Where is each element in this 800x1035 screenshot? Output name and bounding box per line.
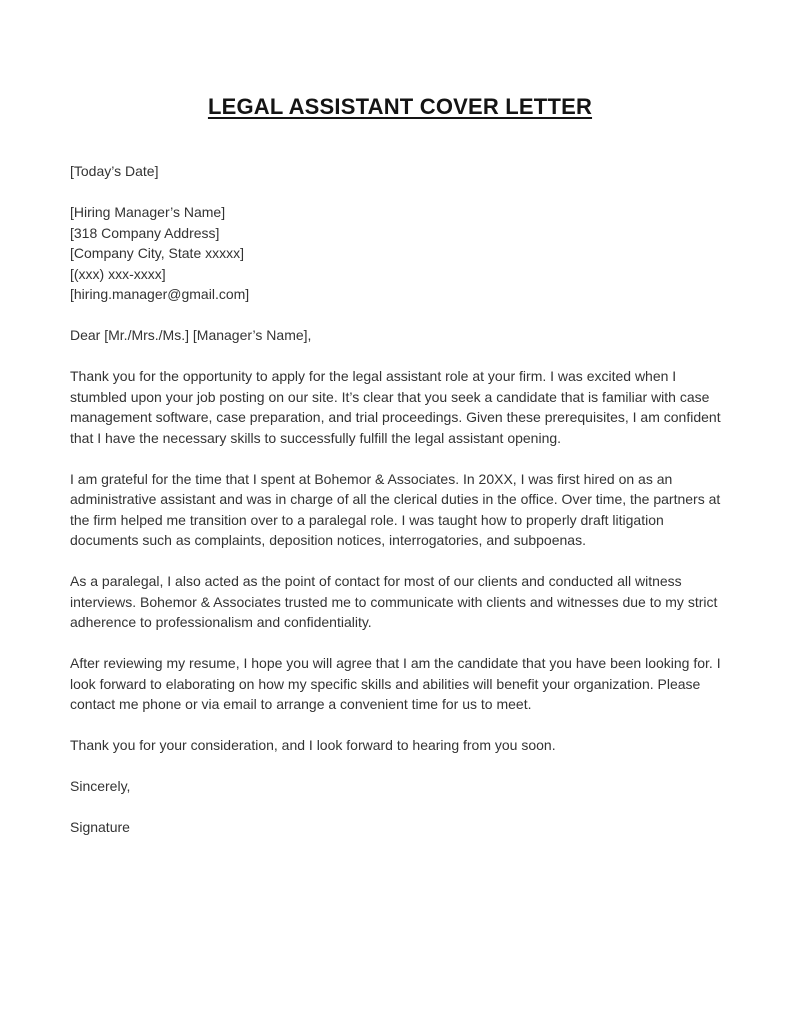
body-paragraph-5: Thank you for your consideration, and I look forward to hearing from you soon.	[70, 737, 556, 753]
recipient-phone-line: [(xxx) xxx-xxxx]	[70, 265, 166, 282]
salutation-line: Dear [Mr./Mrs./Ms.] [Manager’s Name],	[70, 327, 312, 343]
document-title: LEGAL ASSISTANT COVER LETTER	[207, 94, 593, 119]
date-line: [Today’s Date]	[70, 163, 159, 179]
recipient-block	[70, 202, 730, 305]
body-paragraph-4: After reviewing my resume, I hope you will agree that I am the candidate that you have been looking for. I look forward to elaborating on how my specific skills and abilities will benefit your organization. Please contact me phone or via email to arrange a convenient time for us to meet.	[70, 655, 721, 712]
body-paragraph-1: Thank you for the opportunity to apply for the legal assistant role at your firm. I was excited when I stumbled upon your job posting on our site. It’s clear that you seek a candidate that is familiar with case management software, case preparation, and trial proceedings. Given these prerequisites, I am confident that I have the necessary skills to successfully fulfill the legal assistant opening.	[70, 368, 721, 446]
body-paragraph-3: As a paralegal, I also acted as the point of contact for most of our clients and conducted all witness interviews. Bohemor & Associates trusted me to communicate with clients and witnesses due to my strict adherence to professionalism and confidentiality.	[70, 573, 718, 630]
closing-line: Sincerely,	[70, 778, 131, 794]
recipient-address-line: [318 Company Address]	[70, 224, 220, 241]
recipient-city-state-line: [Company City, State xxxxx]	[70, 245, 245, 261]
recipient-name-line: [Hiring Manager’s Name]	[70, 204, 226, 220]
recipient-email-line: [hiring.manager@gmail.com]	[70, 286, 250, 302]
body-paragraph-2: I am grateful for the time that I spent at Bohemor & Associates. In 20XX, I was first hired on as an administrative assistant and was in charge of all the clerical duties in the office. Over time, the partners at the firm helped me transition over to a paralegal role. I was taught how to properly draft litigation documents such as complaints, deposition notices, interrogatories, and subpoenas.	[70, 470, 721, 548]
signature-line: Signature	[70, 819, 130, 835]
